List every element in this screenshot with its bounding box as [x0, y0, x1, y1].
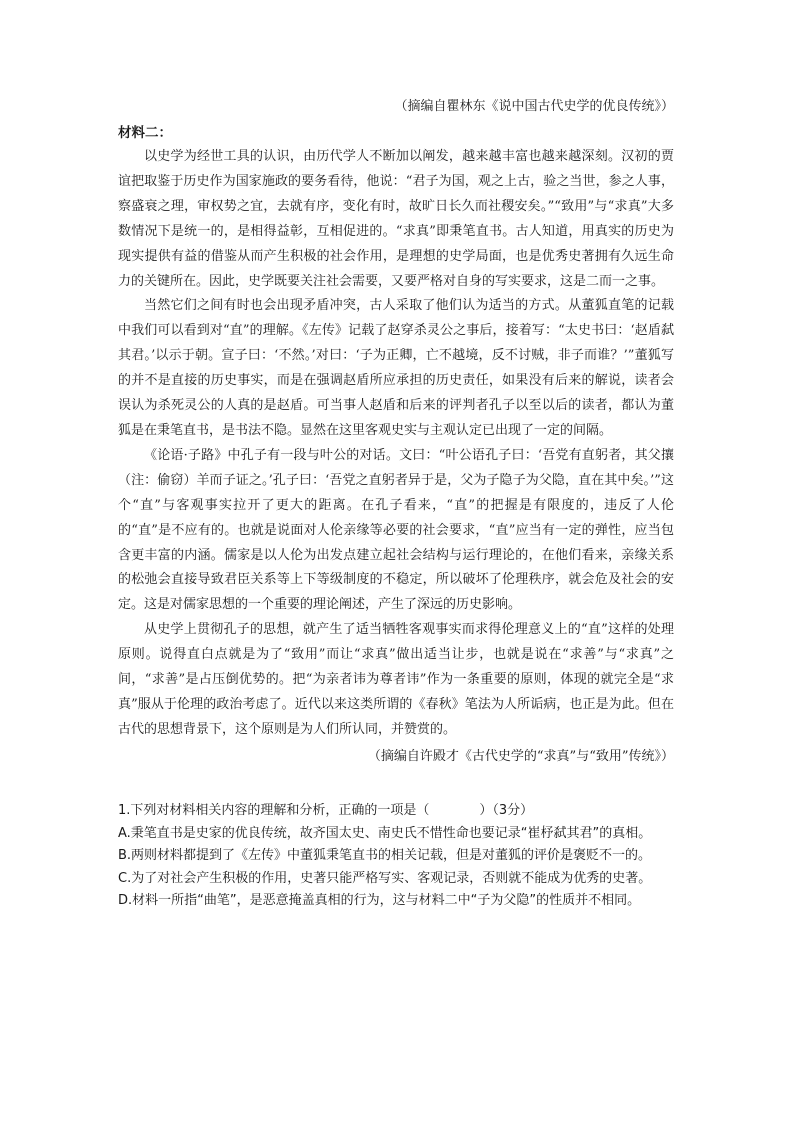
material-2-body — [118, 145, 674, 766]
paragraph: 《论语·子路》中孔子有一段与叶公的对话。文曰：“叶公语孔子曰：‘吾党有直躬者，其父攘（注：偷窃）羊而子证之。’孔子曰：‘吾党之直躬者异于是，父为子隐子为父隐，直在其中矣。’”这个“直”与客观事实拉开了更大的距离。在孔子看来，“直”的把握是有限度的，违反了人伦的“直”是不应有的。也就是说面对人伦亲缘等必要的社会要求，“直”应当有一定的弹性，应当包含更丰富的内涵。儒家是以人伦为出发点建立起社会结构与运行理论的，在他们看来，亲缘关系的松弛会直接导致君臣关系等上下等级制度的不稳定，所以破坏了伦理秩序，就会危及社会的安定。这是对儒家思想的一个重要的理论阐述，产生了深远的历史影响。 — [118, 447, 674, 613]
material-2-heading: 材料二： — [118, 125, 172, 141]
option-a: A.秉笔直书是史家的优良传统，故齐国太史、南史氏不惜性命也要记录“崔杼弑其君”的真相。 — [118, 825, 652, 841]
question-1 — [118, 800, 674, 913]
source-citation-1: （摘编自瞿林东《说中国古代史学的优良传统》） — [394, 99, 674, 114]
option-c: C.为了对社会产生积极的作用，史著只能严格写实、客观记录，否则就不能成为优秀的史著。 — [118, 870, 652, 886]
paragraph: 从史学上贯彻孔子的思想，就产生了适当牺牲客观事实而求得伦理意义上的“直”这样的处理原则。说得直白点就是为了“致用”而让“求真”做出适当让步，也就是说在“求善”与“求真”之间，“求善”是占压倒优势的。把“为亲者讳为尊者讳”作为一条重要的原则，体现的就完全是“求真”服从于伦理的政治考虑了。近代以来这类所谓的《春秋》笔法为人所诟病，也正是为此。但在古代的思想背景下，这个原则是为人们所认同，并赞赏的。 — [118, 622, 674, 737]
question-score: ）（3分） — [479, 803, 534, 818]
paragraph: 以史学为经世工具的认识，由历代学人不断加以阐发，越来越丰富也越来越深刻。汉初的贾谊把取鉴于历史作为国家施政的要务看待，他说：“君子为国，观之上古，验之当世，参之人事，察盛衰之理，审权势之宜，去就有序，变化有时，故旷日长久而社稷安矣。”“致用”与“求真”大多数情况下是统一的，是相得益彰，互相促进的。“求真”即秉笔直书。古人知道，用真实的历史为现实提供有益的借鉴从而产生积极的社会作用，是理想的史学局面，也是优秀史著拥有久远生命力的关键所在。因此，史学既要关注社会需要，又要严格对自身的写实要求，这是二而一之事。 — [118, 149, 674, 289]
paragraph: 当然它们之间有时也会出现矛盾冲突，古人采取了他们认为适当的方式。从董狐直笔的记载中我们可以看到对“直”的理解。《左传》记载了赵穿杀灵公之事后，接着写：“太史书曰：‘赵盾弑其君。’以示于朝。宣子曰：‘不然。’对曰：‘子为正卿，亡不越境，反不讨贼，非子而谁？’”董狐写的并不是直接的历史事实，而是在强调赵盾所应承担的历史责任，如果没有后来的解说，读者会误认为杀死灵公的人真的是赵盾。可当事人赵盾和后来的评判者孔子以至以后的读者，都认为董狐是在秉笔直书，是书法不隐。显然在这里客观史实与主观认定已出现了一定的间隔。 — [118, 298, 674, 438]
source-citation-2: （摘编自许殿才《古代史学的“求真”与“致用”传统》） — [367, 748, 674, 764]
option-d: D.材料一所指“曲笔”，是恶意掩盖真相的行为，这与材料二中“子为父隐”的性质并不相同。 — [118, 893, 641, 908]
option-b: B.两则材料都提到了《左传》中董狐秉笔直书的相关记载，但是对董狐的评价是褒贬不一的。 — [118, 848, 652, 863]
question-stem-text: 1.下列对材料相关内容的理解和分析，正确的一项是（ — [118, 803, 430, 818]
question-stem — [118, 800, 674, 823]
